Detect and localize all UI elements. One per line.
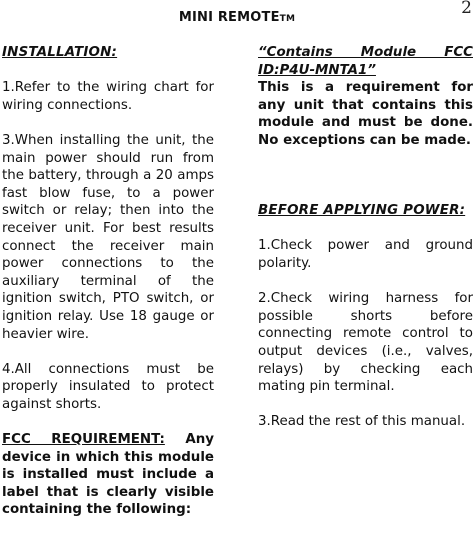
- installation-item-1: 1.Refer to the wiring chart for wiring connections.: [2, 80, 214, 113]
- right-column: [258, 44, 473, 448]
- trademark-mark: TM: [279, 14, 296, 24]
- page-number: 2: [461, 0, 472, 18]
- fcc-requirement-paragraph: [2, 431, 214, 519]
- fcc-requirement-text: Any device in which this module is installed must include a label that is clearly visible containing the following:: [2, 432, 214, 518]
- section-spacer: [258, 167, 473, 202]
- header-title: MINI REMOTE: [178, 10, 280, 25]
- installation-item-3: 3.When installing the unit, the main power should run from the battery, through a 20 amps fast blow fuse, to a power switch or relay; then into the receiver unit. For best results connect the receiver main power connections to the auxiliary terminal of the ignition switch, PTO switch, or ignition relay. Use 18 gauge or heavier wire.: [2, 132, 214, 342]
- before-power-heading: BEFORE APPLYING POWER:: [258, 203, 466, 219]
- before-power-item-1: 1.Check power and ground polarity.: [258, 238, 473, 271]
- left-column: [2, 44, 214, 537]
- before-power-item-3: 3.Read the rest of this manual.: [258, 414, 466, 430]
- fcc-requirement-heading: FCC REQUIREMENT:: [2, 432, 165, 448]
- fcc-id-label: “Contains Module FCC ID:P4U-MNTA1”: [258, 45, 473, 78]
- before-power-item-2: 2.Check wiring harness for possible shorts before connecting remote control to output devices (i.e., valves, relays) by checking each mating pin terminal.: [258, 291, 473, 395]
- requirement-statement: This is a requirement for any unit that contains this module and must be done. No exceptions can be made.: [258, 80, 473, 148]
- installation-item-4: 4.All connections must be properly insulated to protect against shorts.: [2, 361, 214, 412]
- page-header: [0, 10, 474, 25]
- installation-heading: INSTALLATION:: [2, 45, 118, 60]
